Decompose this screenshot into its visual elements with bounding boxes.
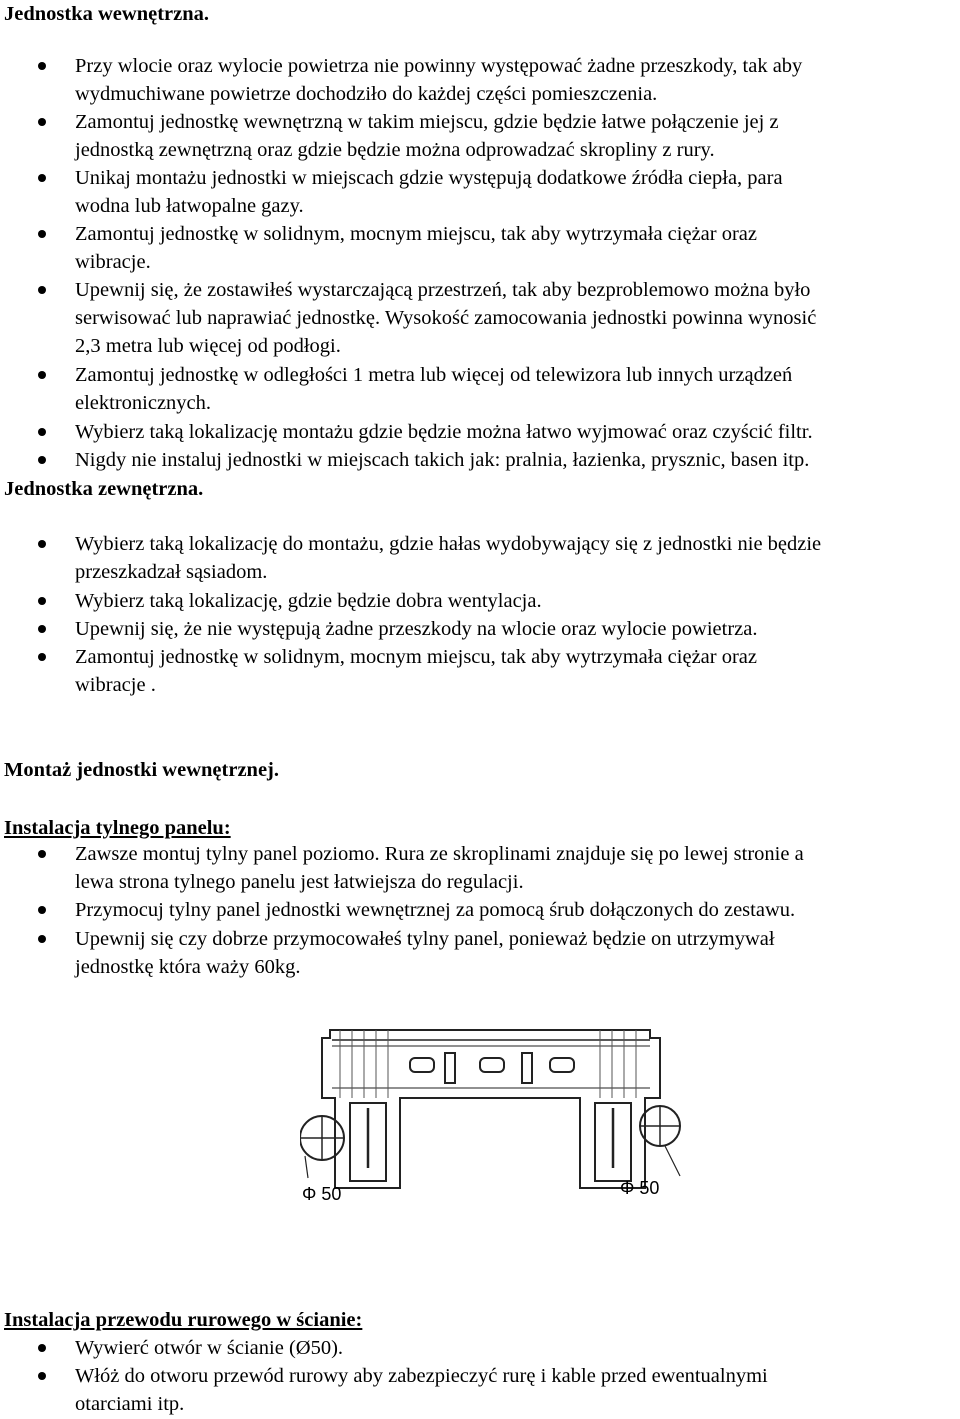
bullet-icon xyxy=(38,850,46,858)
bullet-icon xyxy=(38,906,46,914)
left-diameter-label: Φ 50 xyxy=(302,1184,342,1204)
list-item-text: wibracje. xyxy=(75,251,151,273)
list-item-text: 2,3 metra lub więcej od podłogi. xyxy=(75,335,341,357)
list-item-text: Przy wlocie oraz wylocie powietrza nie powinny występować żadne przeszkody, tak aby xyxy=(75,55,803,77)
heading-indoor-unit: Jednostka wewnętrzna. xyxy=(4,3,209,25)
list-item-text: lewa strona tylnego panelu jest łatwiejsza do regulacji. xyxy=(75,871,524,893)
list-item-text: elektronicznych. xyxy=(75,392,212,414)
list-item-text: wodna lub łatwopalne gazy. xyxy=(75,195,304,217)
bullet-icon xyxy=(38,597,46,605)
bullet-icon xyxy=(38,540,46,548)
bullet-icon xyxy=(38,62,46,70)
bullet-icon xyxy=(38,286,46,294)
list-item-text: Upewnij się czy dobrze przymocowałeś tylny panel, ponieważ będzie on utrzymywał xyxy=(75,928,775,950)
list-item-text: Wybierz taką lokalizację, gdzie będzie dobra wentylacja. xyxy=(75,590,542,612)
plate-outline xyxy=(322,1030,660,1188)
list-item-text: Zamontuj jednostkę w odległości 1 metra lub więcej od telewizora lub innych urządzeń xyxy=(75,364,793,386)
bullet-icon xyxy=(38,935,46,943)
list-item-text: Zawsze montuj tylny panel poziomo. Rura ze skroplinami znajduje się po lewej stronie a xyxy=(75,843,804,865)
list-item-text: Upewnij się, że zostawiłeś wystarczającą przestrzeń, tak aby bezproblemowo można było xyxy=(75,279,811,301)
bullet-icon xyxy=(38,371,46,379)
mounting-plate-diagram xyxy=(300,1018,685,1208)
right-diameter-label: Φ 50 xyxy=(620,1178,660,1198)
list-item-text: Wywierć otwór w ścianie (Ø50). xyxy=(75,1337,344,1359)
bullet-icon xyxy=(38,456,46,464)
list-item-text: przeszkadzał sąsiadom. xyxy=(75,561,268,583)
list-item-text: jednostkę która waży 60kg. xyxy=(75,956,301,978)
list-item-text: Włóż do otworu przewód rurowy aby zabezpieczyć rurę i kable przed ewentualnymi xyxy=(75,1365,768,1387)
bullet-icon xyxy=(38,1344,46,1352)
heading-indoor-mounting: Montaż jednostki wewnętrznej. xyxy=(4,759,279,781)
list-item-text: wydmuchiwane powietrze dochodziło do każdej części pomieszczenia. xyxy=(75,83,658,105)
list-item-text: Upewnij się, że nie występują żadne przeszkody na wlocie oraz wylocie powietrza. xyxy=(75,618,758,640)
list-item-text: Przymocuj tylny panel jednostki wewnętrznej za pomocą śrub dołączonych do zestawu. xyxy=(75,899,796,921)
bullet-icon xyxy=(38,230,46,238)
list-item-text: otarciami itp. xyxy=(75,1393,185,1415)
list-item-text: Zamontuj jednostkę w solidnym, mocnym miejscu, tak aby wytrzymała ciężar oraz xyxy=(75,646,757,668)
bullet-icon xyxy=(38,118,46,126)
list-item-text: wibracje . xyxy=(75,674,156,696)
heading-back-panel: Instalacja tylnego panelu: xyxy=(4,817,231,839)
list-item-text: serwisować lub naprawiać jednostkę. Wysokość zamocowania jednostki powinna wynosić xyxy=(75,307,817,329)
bullet-icon xyxy=(38,625,46,633)
list-item-text: jednostką zewnętrzną oraz gdzie będzie można odprowadzać skropliny z rury. xyxy=(75,139,715,161)
list-item-text: Zamontuj jednostkę w solidnym, mocnym miejscu, tak aby wytrzymała ciężar oraz xyxy=(75,223,757,245)
heading-wall-pipe: Instalacja przewodu rurowego w ścianie: xyxy=(4,1309,363,1331)
bullet-icon xyxy=(38,1372,46,1380)
list-item-text: Zamontuj jednostkę wewnętrzną w takim miejscu, gdzie będzie łatwe połączenie jej z xyxy=(75,111,779,133)
bullet-icon xyxy=(38,428,46,436)
list-item-text: Nigdy nie instaluj jednostki w miejscach takich jak: pralnia, łazienka, prysznic, basen itp. xyxy=(75,449,810,471)
heading-outdoor-unit: Jednostka zewnętrzna. xyxy=(4,478,204,500)
bullet-icon xyxy=(38,653,46,661)
list-item-text: Wybierz taką lokalizację do montażu, gdzie hałas wydobywający się z jednostki nie będzie xyxy=(75,533,822,555)
list-item-text: Unikaj montażu jednostki w miejscach gdzie występują dodatkowe źródła ciepła, para xyxy=(75,167,783,189)
bullet-icon xyxy=(38,174,46,182)
list-item-text: Wybierz taką lokalizację montażu gdzie będzie można łatwo wyjmować oraz czyścić filtr. xyxy=(75,421,813,443)
